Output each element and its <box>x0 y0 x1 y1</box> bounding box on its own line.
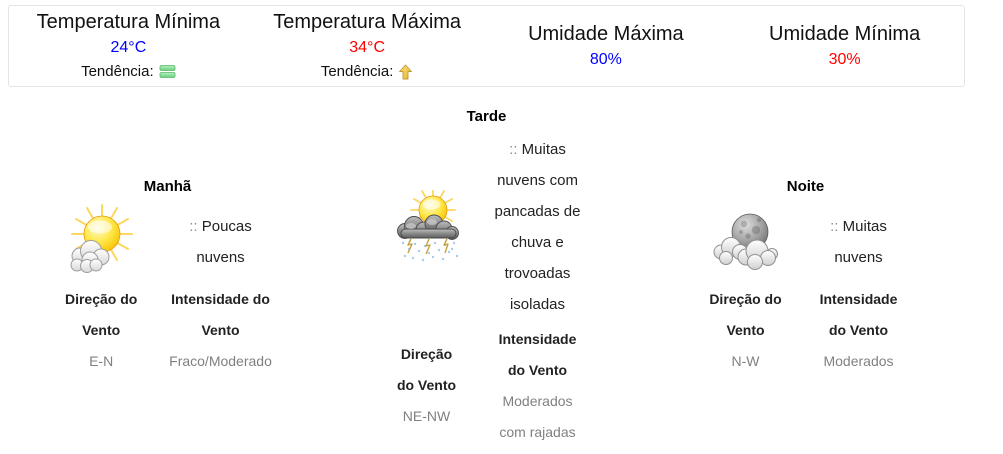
wind-intensity-value: Moderados <box>823 353 894 369</box>
trend-label: Tendência: <box>320 62 394 80</box>
period-name: Manhã <box>143 178 192 195</box>
min-temperature-trend <box>81 60 176 84</box>
summary-bar <box>8 5 965 87</box>
description-text: Muitas nuvens <box>834 218 887 266</box>
description-text: Muitas nuvens com pancadas de chuva e trovoadas isoladas <box>494 140 581 313</box>
min-temperature-title: Temperatura Mínima <box>36 10 221 33</box>
weather-description <box>154 204 272 280</box>
weather-description <box>478 134 583 320</box>
wind-intensity-label: Intensidade do Vento <box>498 330 577 378</box>
wind-intensity-block <box>478 320 583 448</box>
wind-direction-label: Direção do Vento <box>64 291 138 338</box>
trend-steady-icon <box>159 64 176 79</box>
wind-direction-value: E-N <box>89 353 114 369</box>
period-morning <box>8 171 327 377</box>
wind-direction-value: NE-NW <box>402 408 451 424</box>
wind-intensity-block <box>154 280 272 377</box>
wind-direction-block <box>391 320 478 448</box>
wind-intensity-label: Intensidade do Vento <box>819 291 898 338</box>
trend-label: Tendência: <box>81 62 154 80</box>
max-humidity-card <box>487 6 726 86</box>
period-name: Tarde <box>466 107 507 125</box>
wind-intensity-value: Fraco/Moderado <box>169 353 272 369</box>
wind-direction-block <box>708 280 799 377</box>
trend-up-icon <box>398 64 413 80</box>
description-prefix: :: <box>189 218 198 235</box>
wind-intensity-value: Moderados com rajadas <box>499 392 576 440</box>
period-night <box>646 171 965 377</box>
description-prefix: :: <box>509 140 518 158</box>
wind-direction-label: Direção do Vento <box>396 346 457 393</box>
description-text: Poucas nuvens <box>196 218 252 266</box>
periods-section <box>8 94 965 454</box>
min-humidity-title: Umidade Mínima <box>769 22 921 45</box>
wind-direction-block <box>63 280 154 377</box>
max-temperature-title: Temperatura Máxima <box>273 10 462 33</box>
max-temperature-trend <box>321 60 414 84</box>
min-temperature-card <box>9 6 248 86</box>
max-temperature-card <box>248 6 487 86</box>
min-humidity-card <box>725 6 964 86</box>
wind-direction-value: N-W <box>731 353 760 369</box>
max-humidity-value: 80% <box>589 50 622 68</box>
weather-description <box>799 204 904 280</box>
moon-clouds-icon <box>708 204 784 280</box>
period-afternoon <box>327 101 646 448</box>
wind-direction-label: Direção do Vento <box>709 291 782 338</box>
wind-intensity-block <box>799 280 904 377</box>
description-prefix: :: <box>830 218 839 235</box>
max-humidity-title: Umidade Máxima <box>528 22 684 45</box>
min-temperature-value: 24°C <box>110 38 147 56</box>
sun-cloud-icon <box>63 204 139 280</box>
wind-intensity-label: Intensidade do Vento <box>171 291 270 338</box>
period-name: Noite <box>786 178 825 195</box>
sun-rain-thunder-icon <box>391 190 463 264</box>
max-temperature-value: 34°C <box>349 38 385 56</box>
min-humidity-value: 30% <box>828 50 861 68</box>
